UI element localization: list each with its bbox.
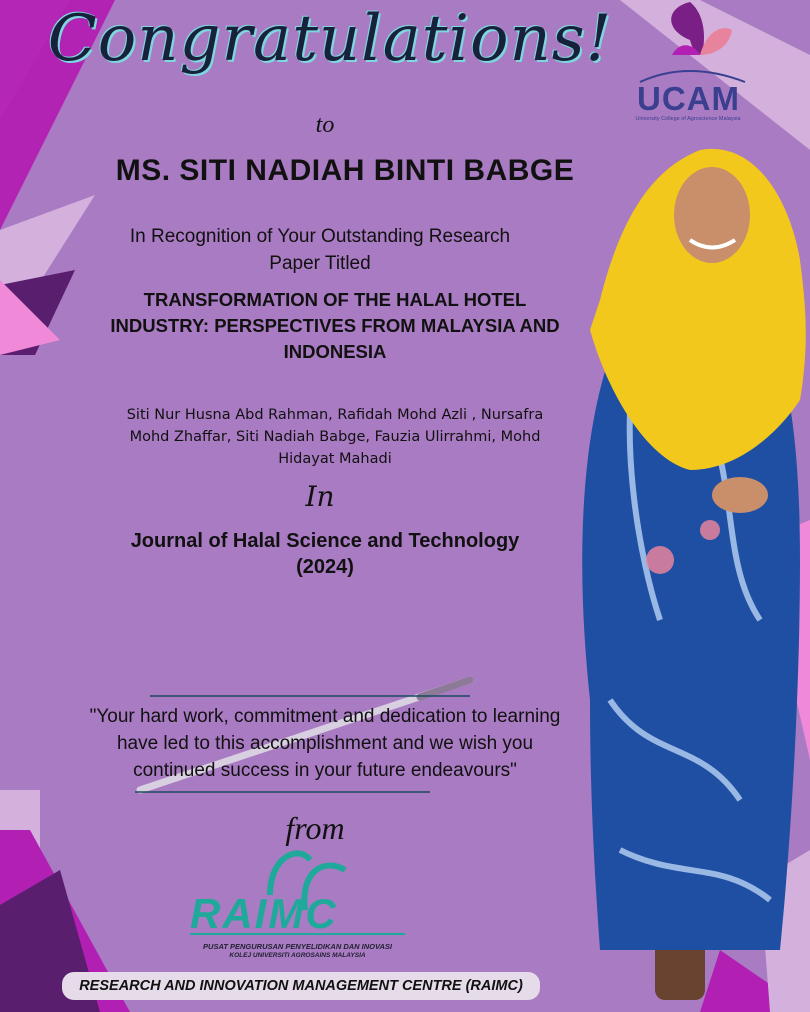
paper-title-line: INDUSTRY: PERSPECTIVES FROM MALAYSIA AND [110, 315, 560, 336]
recognition-line: In Recognition of Your Outstanding Research [129, 226, 511, 247]
in-label: In [305, 480, 335, 513]
recipient-photo [582, 149, 806, 1000]
paper-title-line: TRANSFORMATION OF THE HALAL HOTEL [143, 289, 527, 310]
authors-line: Mohd Zhaffar, Siti Nadiah Babge, Fauzia Ulirrahmi, Mohd [129, 429, 541, 445]
raimc-subtitle-malay: PUSAT PENGURUSAN PENYELIDIKAN DAN INOVASI [203, 942, 392, 951]
recognition-line: Paper Titled [269, 253, 371, 274]
from-label: from [285, 810, 345, 846]
quote-line: continued success in your future endeavours" [133, 760, 517, 781]
quote-line: have led to this accomplishment and we wish you [116, 733, 534, 754]
recognition-text [95, 223, 545, 277]
to-label: to [315, 112, 335, 138]
ucam-logo-text: UCAM [637, 80, 740, 117]
paper-title-line: INDONESIA [283, 341, 387, 362]
journal-line: Journal of Halal Science and Technology [130, 530, 520, 552]
authors-line: Hidayat Mahadi [278, 451, 392, 467]
journal-name [95, 528, 555, 580]
journal-year: (2024) [296, 556, 354, 578]
ucam-logo-subtitle: University College of Agroscience Malaysia [635, 116, 741, 122]
raimc-subtitle-college: KOLEJ UNIVERSITI AGROSAINS MALAYSIA [229, 952, 366, 959]
footer-banner: RESEARCH AND INNOVATION MANAGEMENT CENTRE (RAIMC) [62, 972, 540, 1000]
congratulations-heading: Congratulations! [47, 2, 613, 76]
authors-line: Siti Nur Husna Abd Rahman, Rafidah Mohd Azli , Nursafra [126, 407, 544, 423]
quote-line: "Your hard work, commitment and dedication to learning [89, 706, 561, 727]
congratulatory-quote [60, 703, 590, 784]
recipient-name: MS. SITI NADIAH BINTI BABGE [115, 154, 575, 187]
svg-text:RAIMC: RAIMC [190, 890, 338, 937]
authors-list [100, 404, 570, 470]
paper-title [70, 287, 600, 365]
